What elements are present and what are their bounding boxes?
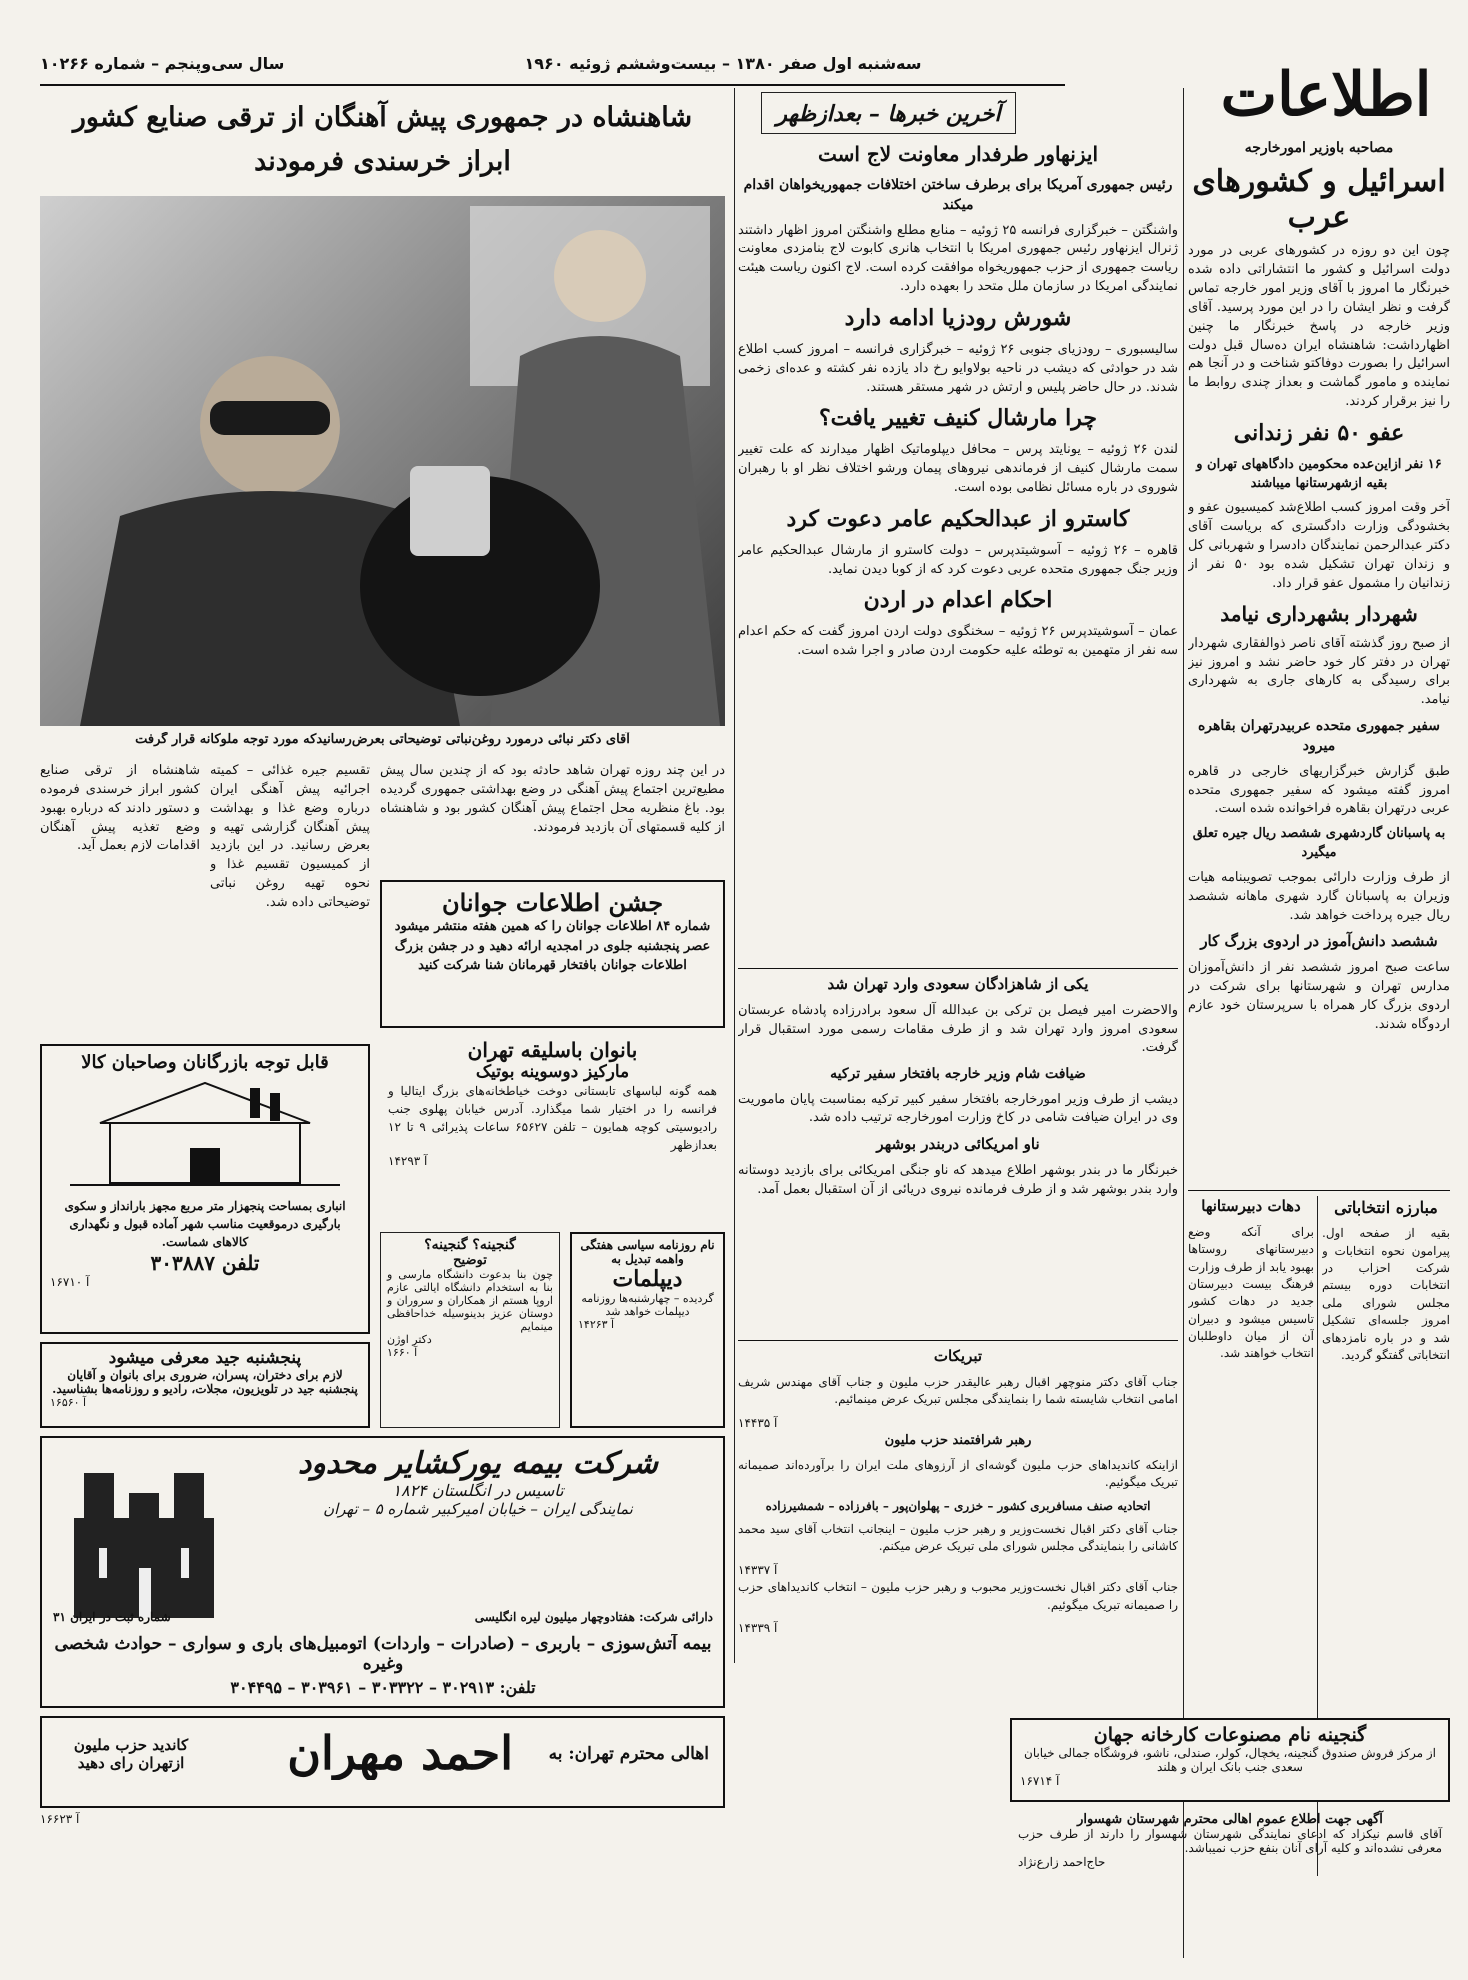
fakhr-title: گنجینه؟ گنجینه؟: [424, 1237, 516, 1253]
shah-headline-line1: شاهنشاه در جمهوری پیش آهنگان از ترقی صنایع کشور: [72, 102, 693, 133]
election-name: احمد مهران: [287, 1726, 513, 1780]
mid-lower-rule: [738, 968, 1178, 969]
cathedral-icon: [54, 1458, 234, 1628]
insurance-reg: شماره ثبت در ایران ۳۱: [53, 1610, 171, 1624]
divider-mid: [734, 88, 735, 1663]
election-prefix: اهالی محترم تهران: به: [548, 1744, 709, 1764]
thanks-body: چون بنا بدعوت دانشگاه مارسی و بنا به استخدام دانشگاه ایالتی عازم اروپا هستم از همکاران و سروران و دوستان عزیز بدینوسیله خداحافظی مینمایم: [387, 1268, 553, 1333]
ship-body: خبرنگار ما در بندر بوشهر اطلاع میدهد که ناو جنگی امریکائی برای بازدید دوستانه وارد بندر بوشهر شد و از طرف فرمانده نیروی دریائی از آن استقبال بعمل آمد.: [738, 1163, 1178, 1197]
merchants-title: قابل توجه بازرگانان وصاحبان کالا: [81, 1052, 329, 1073]
boutique-ad-body: همه گونه لباسهای تابستانی دوخت خیاطخانه‌های بزرگ ایتالیا و فرانسه را در اختیار شما میگذارد. آدرس خیابان پهلوی جنب رادیوسیتی کوچه همایون – تلفن ۶۵۶۲۷ ساعات پذیرائی ۹ تا ۱۲ بعدازظهر: [388, 1084, 718, 1152]
camp-body: ساعت صبح امروز ششصد نفر از دانش‌آموزان مدارس تهران و شهرستانها برای شرکت در اردوی بزرگ کار همراه با سرپرستان خود عازم اردوگاه شدند.: [1188, 960, 1450, 1032]
insurance-capital: دارائی شرکت: هفتادوچهار میلیون لیره انگلیسی: [474, 1610, 713, 1624]
dinner-body: دیشب از طرف وزیر امورخارجه بافتخار سفیر کبیر ترکیه بمناسبت پایان ماموریت وی در ایران ضیافت شامی در کاخ وزارت امورخارجه ترتیب داده شد.: [738, 1091, 1178, 1126]
thanks-sign: دکتر اوژن: [387, 1333, 432, 1346]
castro-body: قاهره – ۲۶ ژوئیه – آسوشیتدپرس – دولت کاسترو از مارشال عبدالحکیم عامر وزیر جنگ جمهوری متحده عربی دعوت کرد که از کوبا دیدن نماید.: [738, 542, 1178, 577]
insurance-title: شرکت بیمه یورکشایر محدود: [297, 1446, 659, 1481]
campaign-headline: مبارزه انتخاباتی: [1334, 1198, 1438, 1217]
tutor-code: آ ۱۶۵۶۰: [50, 1396, 87, 1409]
insurance-phone: تلفن: ۳۰۲۹۱۳ – ۳۰۳۳۲۲ – ۳۰۳۹۶۱ – ۳۰۴۴۹۵: [230, 1678, 536, 1697]
treasure-ad-title: گنجینه نام مصنوعات کارخانه جهان: [1093, 1724, 1367, 1746]
warehouse-ad: [40, 1044, 370, 1334]
marshal-headline: چرا مارشال کنیف تغییر یافت؟: [818, 405, 1098, 432]
camp-headline: ششصد دانش‌آموز در اردوی بزرگ کار: [1200, 932, 1438, 951]
right-bottom-rule: [1188, 1190, 1450, 1191]
last-notice-sign: آ ۱۴۳۳۹: [738, 1620, 778, 1635]
insurance-sub: تاسیس در انگلستان ۱۸۲۴: [392, 1481, 564, 1500]
notices-rule: [738, 1340, 1178, 1341]
photo-figure-icon: [40, 196, 725, 726]
youth-ad: [380, 880, 725, 1028]
boutique-ad-subtitle: مارکیز دوسوینه بوتیک: [475, 1062, 630, 1082]
villages-headline: دهات دبیرستانها: [1201, 1197, 1301, 1215]
shah-headline: [40, 96, 725, 188]
insurance-meta: [53, 1610, 713, 1632]
thanks-code: آ ۱۶۶۰: [387, 1346, 418, 1359]
middle-column: [738, 140, 1178, 960]
election-suffix: کاندید حزب ملیون ازتهران رای دهید: [73, 1736, 189, 1772]
journal-ad: [570, 1232, 725, 1428]
warehouse-code: آ ۱۶۷۱۰: [50, 1275, 90, 1289]
warehouse-phone: تلفن ۳۰۳۸۸۷: [150, 1251, 260, 1275]
shah-photo: [40, 196, 725, 726]
mayor-body: از صبح روز گذشته آقای ناصر ذوالفقاری شهردار تهران در دفتر کار خود حاضر نشد و امروز نیز برای رسیدگی به کارهای جاری به شهرداری نیامد.: [1188, 635, 1450, 708]
last-notice-body: جناب آقای دکتر اقبال نخست‌وزیر محبوب و رهبر حزب ملیون – انتخاب کاندیداهای حزب را صمیمانه تبریک میگوئیم.: [738, 1580, 1178, 1612]
treasure-ad-body: از مرکز فروش صندوق گنجینه، یخچال، کولر، صندلی، ناشو، فروشگاه جمالی خیابان سعدی جنب بانک ایران و هلند: [1024, 1746, 1436, 1774]
amnesty-subhead: ۱۶ نفر ازاین‌عده محکومین دادگاههای تهران و بقیه ازشهرستانها میباشند: [1196, 456, 1442, 491]
masthead-logo: اطلاعات: [1220, 60, 1432, 130]
masthead-rule: [40, 84, 1065, 86]
journal-code: آ ۱۴۲۶۳: [578, 1318, 615, 1331]
tabrik-title: تبریکات: [933, 1347, 983, 1365]
shahsavar-sign: حاج‌احمد زارع‌نژاد: [1018, 1855, 1106, 1869]
boutique-ad-code: آ ۱۴۲۹۳: [388, 1154, 428, 1168]
tabrik-body: جناب آقای دکتر منوچهر اقبال رهبر عالیقدر حزب ملیون و جناب آقای مهندس شریف امامی انتخاب شایسته شما را بنمایندگی مجلس تبریک عرض مینمائیم.: [738, 1374, 1178, 1407]
shah-body-c: شاهنشاه از ترقی صنایع کشور ابراز خرسندی فرموده و دستور دادند که درباره بهبود وضع تغذیه پیش آهنگان اقدامات لازم بعمل آید.: [40, 763, 200, 854]
thanks-title: توضیح: [453, 1253, 487, 1268]
campaign-body: بقیه از صفحه اول. پیرامون نحوه انتخابات و شرکت احزاب در انتخابات دوره بیستم مجلس شورای ملی امروز جلسه‌ای تشکیل شد و در باره نامزدهای انتخاباتی گفتگو گردید.: [1322, 1226, 1450, 1362]
photo-caption: آقای دکتر نبائی درمورد روغن‌نباتی توضیحاتی بعرض‌رسانیدکه مورد توجه ملوکانه قرار گرفت: [135, 732, 630, 747]
ship-headline: ناو امریکائی دربندر بوشهر: [876, 1135, 1040, 1154]
saudi-headline: یکی از شاهزادگان سعودی وارد تهران شد: [827, 975, 1089, 993]
guild-line: اتحادیه صنف مسافربری کشور – خزری – پهلوان‌پور – بافرزاده – شمشیرزاده: [765, 1498, 1151, 1513]
shahsavar-notice: [1010, 1808, 1450, 1958]
castro-headline: کاسترو از عبدالحکیم عامر دعوت کرد: [786, 505, 1130, 532]
ambassador-headline: سفیر جمهوری متحده عربیدرتهران بقاهره میرود: [1197, 718, 1441, 755]
eisenhower-subhead: رئیس جمهوری آمریکا برای برطرف ساختن اختلافات جمهوریخواهان اقدام میکند: [743, 177, 1173, 214]
guards-headline: به پاسبانان گاردشهری ششصد ریال جیره تعلق میگیرد: [1192, 826, 1446, 861]
tutor-ad: [40, 1342, 370, 1428]
middle-lower-column: [738, 974, 1178, 1334]
dinner-headline: ضیافت شام وزیر خارجه بافتخار سفیر ترکیه: [830, 1066, 1086, 1083]
treasure-ad-code: آ ۱۶۷۱۴: [1020, 1774, 1060, 1788]
insurance-ad: [40, 1436, 725, 1708]
issue-line: سال سی‌وپنجم – شماره ۱۰۲۶۶: [40, 54, 285, 73]
jordan-body: عمان – آسوشیتدپرس ۲۶ ژوئیه – سخنگوی دولت اردن امروز گفت که حکم اعدام سه نفر از متهمین به توطئه علیه حکومت اردن صادر و اجرا شده است.: [738, 624, 1178, 659]
shahsavar-title: آگهی جهت اطلاع عموم اهالی محترم شهرستان شهسوار: [1077, 1812, 1383, 1827]
villages-body: برای آنکه وضع دبیرستانهای روستاها بهبود یابد از طرف وزارت فرهنگ بیست دبیرستان جدید در دهات کشور تاسیس میشود و دبیران آن از میان داوطلبان انتخاب خواهند شد.: [1188, 1224, 1314, 1361]
tutor-body: لازم برای دختران، پسران، ضروری برای بانوان و آقایان پنجشنبه جید در تلویزیون، مجلات، رادیو و روزنامه‌ها بشناسید.: [52, 1368, 358, 1396]
election-ad: [40, 1716, 725, 1808]
praise-sign: آ ۱۴۳۳۷: [738, 1562, 778, 1577]
journal-title: نام روزنامه سیاسی هفتگی واهمه تبدیل به: [580, 1238, 715, 1266]
rhodesia-body: سالیسبوری – رودزیای جنوبی ۲۶ ژوئیه – خبرگزاری فرانسه – امروز کسب اطلاع شد در حوادثی که دیشب در ناحیه بولاوایو رخ داد یازده نفر کشته و عده‌ای زخمی شدند. در حال حاضر پلیس و ارتش در شهر مستقر هستند.: [738, 341, 1178, 395]
youth-ad-title: جشن اطلاعات جوانان: [441, 888, 664, 917]
party-headline: رهبر شرافتمند حزب ملیون: [884, 1432, 1032, 1448]
amnesty-headline: عفو ۵۰ نفر زندانی: [1233, 419, 1405, 446]
late-news-banner: آخرین خبرها – بعدازظهر: [761, 92, 1016, 134]
youth-ad-body: شماره ۸۴ اطلاعات جوانان را که همین هفته منتشر میشود عصر پنجشنبه جلوی در امجدیه ارائه دهید و در جشن بزرگ اطلاعات جوانان بافتخار قهرمانان شنا شرکت کنید: [394, 919, 711, 973]
rhodesia-headline: شورش رودزیا ادامه دارد: [844, 304, 1072, 331]
warehouse-body: انباری بمساحت پنجهزار متر مربع مجهز بارانداز و سکوی بارگیری درموقعیت مناسب شهر آماده قبول و نگهداری کالاهای شماست.: [64, 1199, 346, 1249]
divider-right: [1183, 88, 1184, 1958]
shahsavar-body: آقای قاسم نیکزاد که ادعای نمایندگی شهرستان شهسوار را دارند از طرف حزب معرفی نشده‌اند و کلیه آرای آنان بنفع حزب نمیباشد.: [1018, 1827, 1442, 1855]
eisenhower-body: واشنگتن – خبرگزاری فرانسه ۲۵ ژوئیه – منابع مطلع واشنگتن امروز اظهار داشتند ژنرال ایزنهاور رئیس جمهوری امریکا با انتخاب هانری کابوت لاج بنامزدی معاونت ریاست جمهوری از حزب جمهوریخواه موافقت کرده است. لاج اکنون ریاست هیئت نمایندگی امریکا در سازمان ملل متحد را بعهده دارد.: [738, 222, 1178, 295]
shah-headline-line2: ابراز خرسندی فرمودند: [254, 146, 511, 177]
journal-big: دیپلمات: [612, 1266, 683, 1292]
tutor-title: پنجشنبه جید معرفی میشود: [108, 1348, 302, 1368]
israel-arab-headline: اسرائیل و کشورهای عرب: [1192, 164, 1446, 236]
insurance-agency: نمایندگی ایران – خیابان امیرکبیر شماره ۵ – تهران: [323, 1500, 633, 1518]
shah-body-a: در این چند روزه تهران شاهد حادثه بود که از چندین سال پیش مطیع‌ترین اجتماع پیش آهنگی در وضع بهداشتی جمهوری گردیده بود. باغ منظریه محل اجتماع پیش آهنگان کشور بود و شاهنشاه از کلیه قسمتهای آن بازدید فرمودند.: [380, 763, 725, 835]
ambassador-body: طبق گزارش خبرگزاریهای خارجی در قاهره امروز گفته میشود که سفیر جمهوری متحده عربی درتهران بقاهره فراخوانده شده است.: [1188, 763, 1450, 817]
saudi-body: والاحضرت امیر فیصل بن ترکی بن عبدالله آل سعود برادرزاده پادشاه عربستان سعودی امروز وارد تهران شد و از طرف مقامات رسمی مورد استقبال قرار گرفت.: [738, 1002, 1178, 1056]
election-code: آ ۱۶۶۲۳: [40, 1812, 80, 1826]
insurance-lines: بیمه آتش‌سوزی – باربری – (صادرات – واردات) اتومبیل‌های باری و سواری – حوادث شخصی وغیره: [54, 1634, 712, 1674]
guards-body: از طرف وزارت دارائی بموجب تصویبنامه هیات وزیران به پاسبانان گارد شهری ماهانه ششصد ریال جیره پرداخت خواهد شد.: [1188, 869, 1450, 923]
praise-body: جناب آقای دکتر اقبال نخست‌وزیر و رهبر حزب ملیون – اینجانب انتخاب آقای سید محمد کاشانی را بنمایندگی مجلس شورای ملی تبریک عرض میکنم.: [738, 1521, 1178, 1554]
amnesty-body: آخر وقت امروز کسب اطلاع‌شد کمیسیون عفو و بخشودگی وزارت دادگستری که بریاست آقای دکتر عبدالرحمن نمایندگان دادسرا و شهربانی کل و زندان تهران تشکیل شده بود ۵۰ نفر از زندانیان را مشمول عفو قرار داد.: [1188, 500, 1450, 591]
party-body: ازاینکه کاندیداهای حزب ملیون گوشه‌ای از آرزوهای ملت ایران را برآورده‌اند صمیمانه تبریک میگوئیم.: [738, 1457, 1178, 1490]
israel-arab-body: چون این دو روزه در کشورهای عربی در مورد دولت اسرائیل و کشور ما انتشاراتی داده شده خبرنگار ما امروز با آقای وزیر امور خارجه تماس گرفت و نظر ایشان را در این مورد پرسید. آقای وزیر خارجه در پاسخ خبرنگار ما چنین اظهارداشت: شاهنشاه ایران ده‌سال قبل دولت اسرائیل را بصورت دوفاکتو شناخت و در آنجا هم نماینده و مامور گماشت و بعداز چندی روابط ما را نیز برقرار کردند.: [1188, 243, 1450, 410]
treasure-ad: [1010, 1718, 1450, 1802]
thanks-ad: [380, 1232, 560, 1428]
boutique-ad: [380, 1034, 725, 1224]
right-column: [1188, 138, 1450, 1183]
boutique-ad-title: بانوان باسلیقه تهران: [467, 1038, 638, 1062]
eisenhower-headline: ایزنهاور طرفدار معاونت لاج است: [817, 142, 1099, 166]
journal-body: گردیده – چهارشنبه‌ها روزنامه دیپلمات خواهد شد: [581, 1292, 714, 1318]
warehouse-icon: [50, 1073, 360, 1193]
notices-column: [738, 1346, 1178, 1711]
date-line: سه‌شنبه اول صفر ۱۳۸۰ – بیست‌وششم ژوئیه ۱۹۶۰: [524, 54, 922, 73]
foreign-minister-kicker: مصاحبه باوزیر امورخارجه: [1244, 140, 1394, 156]
marshal-body: لندن ۲۶ ژوئیه – یونایتد پرس – محافل دیپلوماتیک اظهار میدارند که علت تغییر سمت مارشال کنیف از فرماندهی نیروهای پیمان ورشو اختلاف نظر او با رهبران شوروی در باره مسائل نظامی بوده است.: [738, 442, 1178, 495]
tabrik-sign: آ ۱۴۴۳۵: [738, 1415, 778, 1430]
shah-body-b: تقسیم جیره غذائی – کمیته اجرائیه پیش آهنگی ایران درباره وضع غذا و بهداشت پیش آهنگان گزارشی تهیه و بعرض رسانید. در این بازدید از کمیسیون تقسیم غذا و نحوه تهیه روغن نباتی توضیحاتی داده شد.: [210, 763, 370, 910]
jordan-headline: احکام اعدام در اردن: [863, 587, 1053, 614]
mayor-headline: شهردار بشهرداری نیامد: [1220, 601, 1418, 626]
